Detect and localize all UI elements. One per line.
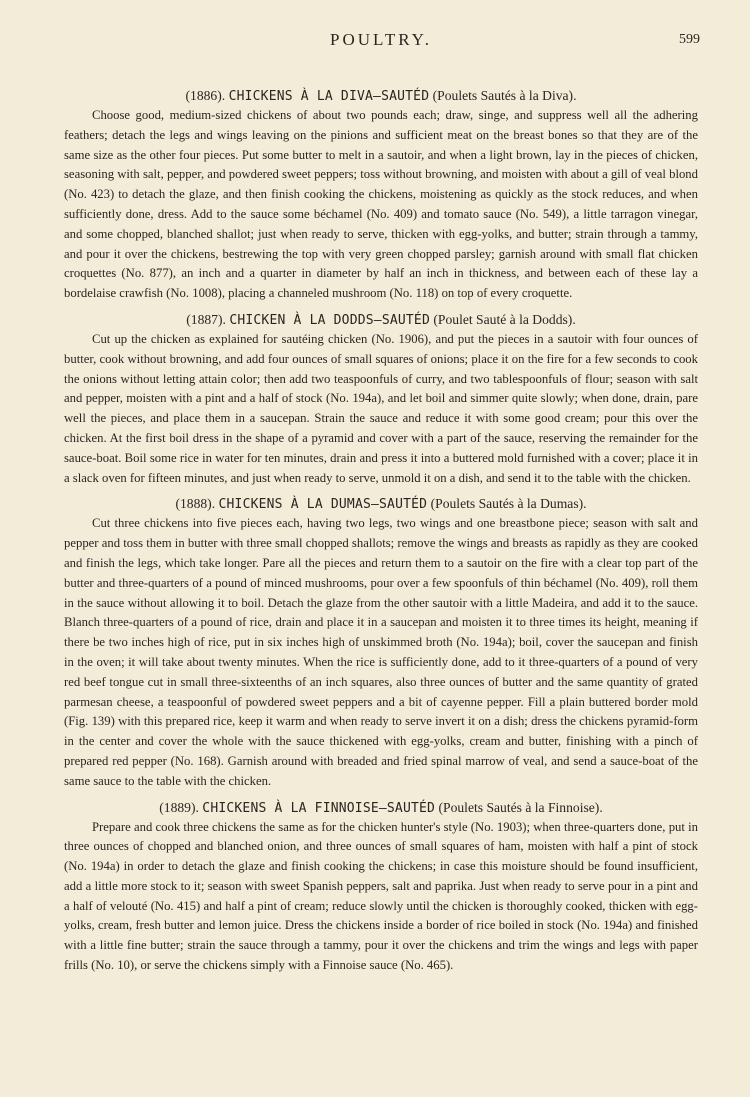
recipe-title: CHICKEN À LA DODDS—SAUTÉD [229,312,430,328]
running-title: POULTRY. [330,30,432,49]
recipe-subtitle: (Poulet Sauté à la Dodds). [433,311,576,327]
recipe-1887 [64,312,698,488]
recipe-1888 [64,496,698,791]
recipe-1889 [64,800,698,976]
recipe-title: CHICKENS À LA FINNOISE—SAUTÉD [202,800,436,816]
recipe-number: (1887). [186,311,226,327]
recipe-body: Cut three chickens into five pieces each, having two legs, two wings and one breastbone piece; season with salt and pepper and toss them in butter with three small chopped shallots; remove the wings and breasts as rapidly as they are cooked and finish the legs, which take longer. Pare all the pieces and return them to a sautoir on the fire with a clear top part of the butter and three-quarters of a pound of minced mushrooms, pour over a few spoonfuls of thin béchamel (No. 409), roll them in the sauce without allowing it to boil. Detach the glaze from the other sautoir with a little Madeira, and add it to the sauce. Blanch three-quarters of a pound of rice, drain and place it in a saucepan and moisten it to three times its height, meaning if there be two inches high of rice, put in six inches high of unskimmed broth (No. 194a); boil, cover the saucepan and finish in the oven; it will take about twenty minutes. When the rice is sufficiently done, add to it three-quarters of a pound of very red beef tongue cut in small three-sixteenths of an inch squares, also three ounces of butter and the same quantity of grated parmesan cheese, a teaspoonful of powdered sweet peppers and a bit of cayenne pepper. Fill a plain buttered border mold (Fig. 139) with this prepared rice, keep it warm and when ready to serve invert it on a dish; dress the chickens pyramid-form in the center and cover the whole with the sauce thickened with egg-yolks, cream and butter, finishing with a pinch of prepared red pepper (No. 168). Garnish around with breaded and fried spinal marrow of veal, and send a sauce-boat of the same sauce to the table with the chicken. [64,516,698,788]
recipe-body: Choose good, medium-sized chickens of about two pounds each; draw, singe, and suppress well all the adhering feathers; detach the legs and wings leaving on the pinions and sufficient meat on the breast bones so that they are of the same size as the other four pieces. Put some butter to melt in a sautoir, and when a light brown, lay in the pieces of chicken, seasoning with salt, pepper, and powdered sweet peppers; toss without browning, and moisten with about a gill of veal blond (No. 423) to detach the glaze, and then finish cooking the chickens, moistening as quickly as the stock reduces, and when sufficiently done, dress. Add to the sauce some béchamel (No. 409) and tomato sauce (No. 549), a little tarragon vinegar, and some chopped, blanched shallot; just when ready to serve, thicken with egg-yolks, and butter; strain through a tammy, and pour it over the chickens, bestrewing the top with very green chopped parsley; garnish around with small flat chicken croquettes (No. 877), an inch and a quarter in diameter by half an inch in thickness, and between each of these lay a bordelaise crawfish (No. 1008), placing a channeled mushroom (No. 118) on top of every croquette. [64,108,698,301]
recipe-title: CHICKENS À LA DUMAS—SAUTÉD [218,497,428,513]
recipe-subtitle: (Poulets Sautés à la Dumas). [430,496,587,512]
recipe-subtitle: (Poulets Sautés à la Diva). [432,88,577,103]
recipe-heading [64,496,698,512]
recipe-body: Prepare and cook three chickens the same as for the chicken hunter's style (No. 1903); when three-quarters done, put in three ounces of chopped and blanched onion, and three ounces of small squares of ham, moisten with half a pint of stock (No. 194a) in order to detach the glaze and finish cooking the chickens; in case this moisture should be found insufficient, add a little more stock to it; season with sweet Spanish peppers, salt and paprika. Just when ready to serve pour in a pint and a half of velouté (No. 415) and half a pint of cream; reduce slowly until the chicken is thoroughly cooked, thicken with egg-yolks, cream, fresh butter and lemon juice. Dress the chickens inside a border of rice boiled in stock (No. 194a) and finished with a little fine butter; strain the sauce through a tammy, pour it over the chickens and trim the wings and legs with paper frills (No. 10), or serve the chickens simply with a Finnoise sauce (No. 465). [64,819,698,973]
recipe-number: (1889). [159,799,199,815]
recipe-heading [64,800,698,816]
recipe-heading [64,88,698,104]
page-number: 599 [679,32,700,47]
recipe-1886 [64,88,698,304]
recipe-title: CHICKENS À LA DIVA—SAUTÉD [228,89,430,104]
recipe-body: Cut up the chicken as explained for sautéing chicken (No. 1906), and put the pieces in a sautoir with four ounces of butter, cook without browning, and add four ounces of small squares of onions; place it on the fire for a few seconds to cook the onions without letting attain color; then add two teaspoonfuls of curry, and two tablespoonfuls of flour; season with salt and pepper, moisten with a pint and a half of stock (No. 194a), and let boil and simmer quite slowly; when done, drain, pare well the pieces, and place them in a saucepan. Strain the sauce and reduce it with some good cream; pour this over the chicken. At the first boil dress in the shape of a pyramid and cover with a part of the sauce, reserving the remainder for the sauce-boat. Boil some rice in water for ten minutes, drain and press it into a buttered mold furnished with a cover; place it in a slack oven for fifteen minutes, and just when ready to serve, unmold it on a dish, and send it to the table with the chicken. [64,331,698,485]
running-head [64,26,698,54]
recipe-heading [64,312,698,328]
recipe-number: (1886). [185,88,226,103]
recipe-subtitle: (Poulets Sautés à la Finnoise). [438,799,603,815]
recipe-number: (1888). [175,496,216,512]
